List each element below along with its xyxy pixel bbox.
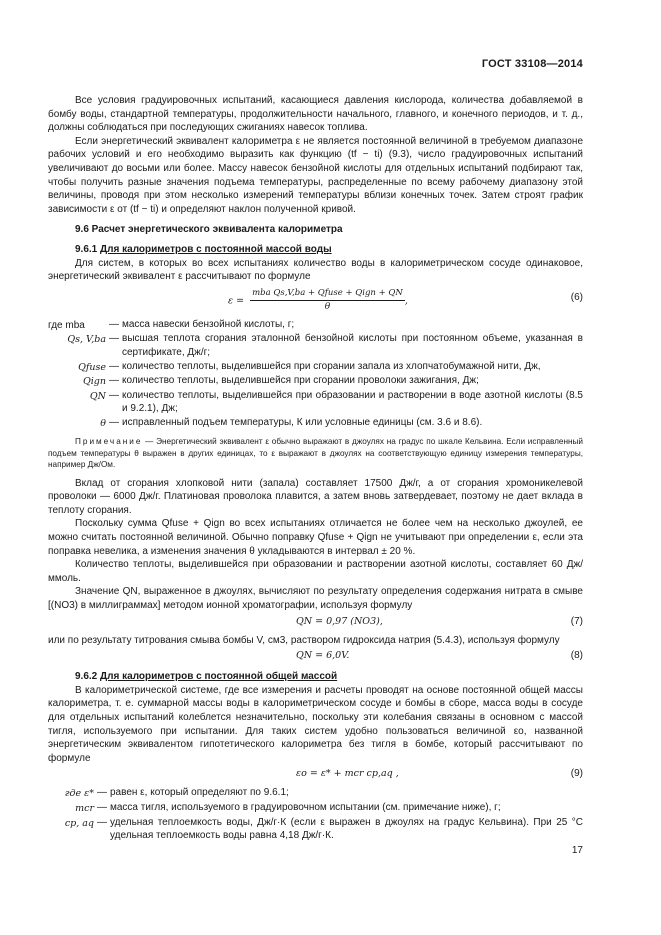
- definition-symbol: где ε*: [64, 788, 94, 800]
- formula-6-number: (6): [570, 291, 583, 303]
- section-9-6-title: 9.6 Расчет энергетического эквивалента калориметра: [75, 224, 343, 236]
- definition-dash: —: [97, 801, 107, 813]
- definition-text: равен ε, который определяют по 9.6.1;: [110, 787, 289, 799]
- definition-symbol: где mba: [48, 319, 85, 331]
- formula-7-number: (7): [570, 615, 583, 627]
- definition-dash: —: [109, 333, 119, 345]
- paragraph-3: Для систем, в которых во всех испытаниях количество воды в калориметрическом сосуде одинаковое, энергетический эквивалент ε рассчитывают по формуле: [48, 257, 583, 283]
- paragraph-4: Вклад от сгорания хлопковой нити (запала) составляет 17500 Дж/г, а от сгорания хромоникелевой проволоки — 6000 Дж/г. Платиновая проволока плавится, а затем вновь затвердевает, поэтому не дает вклада в теплоту сгорания.: [48, 477, 583, 516]
- definition-item: [48, 389, 583, 416]
- definition-dash: —: [109, 360, 119, 372]
- definition-item: [48, 416, 583, 431]
- definition-text: масса навески бензойной кислоты, г;: [122, 318, 295, 330]
- definition-symbol: θ: [100, 417, 106, 429]
- definition-item: [48, 332, 583, 359]
- note-label: Примечание: [75, 437, 143, 447]
- subsection-9-6-2-text: Для калориметров с постоянной общей массой: [100, 671, 338, 683]
- paragraph-5: Поскольку сумма Qfuse + Qign во всех испытаниях отличается не более чем на несколько джоулей, ее можно считать постоянной величиной. Обычно поправку Qfuse + Qign не учитывают при определении ε, если эта поправка невелика, а изменения значения θ укладываются в интервал ± 20 %.: [48, 518, 583, 557]
- definition-item: [48, 374, 583, 389]
- definition-text: масса тигля, используемого в градуировочном испытании (см. примечание ниже), г;: [110, 801, 501, 813]
- paragraph-1: Все условия градуировочных испытаний, касающиеся давления кислорода, количества добавляемой в бомбу воды, стандартной температуры, продолжительности начального, главного, и конечного периодов, и т. д., должны соблюдаться при последующих сжиганиях навесок топлива.: [48, 95, 583, 134]
- definitions-list-1: [48, 318, 583, 431]
- formula-9: [48, 766, 583, 782]
- formula-6-lhs: ε =: [228, 295, 245, 307]
- definition-dash: —: [97, 816, 107, 828]
- formula-9-number: (9): [570, 768, 583, 780]
- definition-item: [48, 801, 583, 816]
- definition-dash: —: [109, 318, 119, 330]
- definition-item: [48, 816, 583, 843]
- definition-dash: —: [97, 787, 107, 799]
- definition-symbol: Qign: [82, 376, 106, 388]
- definition-dash: —: [109, 416, 119, 428]
- formula-6-fraction: [250, 287, 405, 315]
- definition-text: количество теплоты, выделившейся при образовании и растворении в воде азотной кислоты (8.5 и 9.2.1), Дж;: [122, 389, 583, 415]
- definition-text: количество теплоты, выделившейся при сгорании проволоки зажигания, Дж;: [122, 375, 479, 387]
- paragraph-8: или по результату титрования смыва бомбы V, см3, раствором гидроксида натрия (5.4.3), используя формулу: [48, 634, 560, 646]
- formula-8-expression: QN = 6,0V.: [296, 650, 350, 662]
- formula-9-expression: εo = ε* + mcr cp,aq ,: [296, 768, 399, 780]
- definition-dash: —: [109, 389, 119, 401]
- formula-7-expression: QN = 0,97 (NO3),: [296, 615, 383, 627]
- subsection-9-6-1-text: Для калориметров с постоянной массой воды: [100, 243, 332, 255]
- subsection-9-6-2-title: [48, 670, 583, 684]
- paragraph-7: Значение QN, выраженное в джоулях, вычисляют по результату определения содержания нитрата в смыве [(NO3) в миллиграммах] методом ионной хроматографии, используя формулу: [48, 586, 583, 612]
- subsection-9-6-1-title: [48, 243, 583, 257]
- formula-6-expression: [228, 287, 408, 315]
- definition-item: [48, 318, 583, 333]
- definition-text: исправленный подъем температуры, К или условные единицы (см. 3.6 и 8.6).: [122, 416, 483, 428]
- note-text: — Энергетический эквивалент ε обычно выражают в джоулях на градус по шкале Кельвина. Если исправленный подъем температуры θ выражен в других единицах, то ε выражают в джоулях на соответствующую единицу измерения температуры, например Дж/Ом.: [48, 437, 583, 470]
- formula-6: [48, 286, 583, 313]
- formula-8-number: (8): [570, 650, 583, 662]
- definition-item: [48, 360, 583, 375]
- definition-text: количество теплоты, выделившейся при сгорании запала из хлопчатобумажной нити, Дж,: [122, 360, 541, 372]
- paragraph-2: Если энергетический эквивалент калориметра ε не является постоянной величиной в требуемом диапазоне рабочих условий и его необходимо выразить как функцию (tf − ti) (9.3), число градуировочных испытаний увеличивают до восьми или более. Массу навесок бензойной кислоты для отдельных испытаний подбирают так, чтобы получить разные значения подъема температуры, распределенные по всему рабочему диапазону этой величины, проводя при этом несколько измерений температуры вблизи конечных точек. Затем строят график зависимости ε от (tf − ti) и определяют наклон полученной кривой.: [48, 135, 583, 215]
- definition-text: высшая теплота сгорания эталонной бензойной кислоты при постоянном объеме, указанная в сертификате, Дж/г;: [122, 333, 583, 358]
- subsection-9-6-2-number: 9.6.2: [75, 671, 98, 683]
- definition-symbol: QN: [89, 390, 106, 402]
- definition-dash: —: [109, 375, 119, 387]
- definition-text: удельная теплоемкость воды, Дж/г·К (если ε выражен в джоулях на градус Кельвина). При 25 °С удельная теплоемкость воды равна 4,18 Дж/г·К.: [110, 816, 583, 842]
- document-body: [48, 94, 583, 843]
- subsection-9-6-1-number: 9.6.1: [75, 243, 98, 255]
- formula-6-denominator: θ: [324, 302, 331, 313]
- standard-code-header: ГОСТ 33108—2014: [481, 58, 583, 70]
- paragraph-9: В калориметрической системе, где все измерения и расчеты проводят на основе постоянной общей массы калориметра, т. е. суммарной массы воды в калориметрическом сосуде и бомбы в сборе, масса воды в сосуде для отдельных испытаний колеблется незначительно, поскольку эти колебания связаны в основном с массой тигля, используемого при испытании. Для таких систем удобно пользоваться величиной εo, названной энергетическим эквивалентом гипотетического калориметра без тигля в бомбе, который рассчитывают по формуле: [48, 684, 583, 764]
- definitions-list-2: [48, 786, 583, 842]
- definition-symbol: Qfuse: [78, 361, 106, 373]
- definition-item: [48, 786, 583, 801]
- page-number: 17: [571, 845, 583, 856]
- definition-symbol: Qs, V,ba: [67, 334, 106, 346]
- formula-7: [48, 614, 583, 630]
- formula-6-numerator: mba Qs,V,ba + Qfuse + Qign + QN: [250, 287, 405, 302]
- note: [48, 436, 583, 470]
- definition-symbol: mcr: [75, 802, 94, 814]
- formula-6-tail: ,: [404, 295, 408, 307]
- formula-8: [48, 648, 583, 664]
- definition-symbol: cp, aq: [64, 817, 94, 829]
- paragraph-6: Количество теплоты, выделившейся при образовании и растворении азотной кислоты, составляет 60 Дж/ммоль.: [48, 559, 583, 584]
